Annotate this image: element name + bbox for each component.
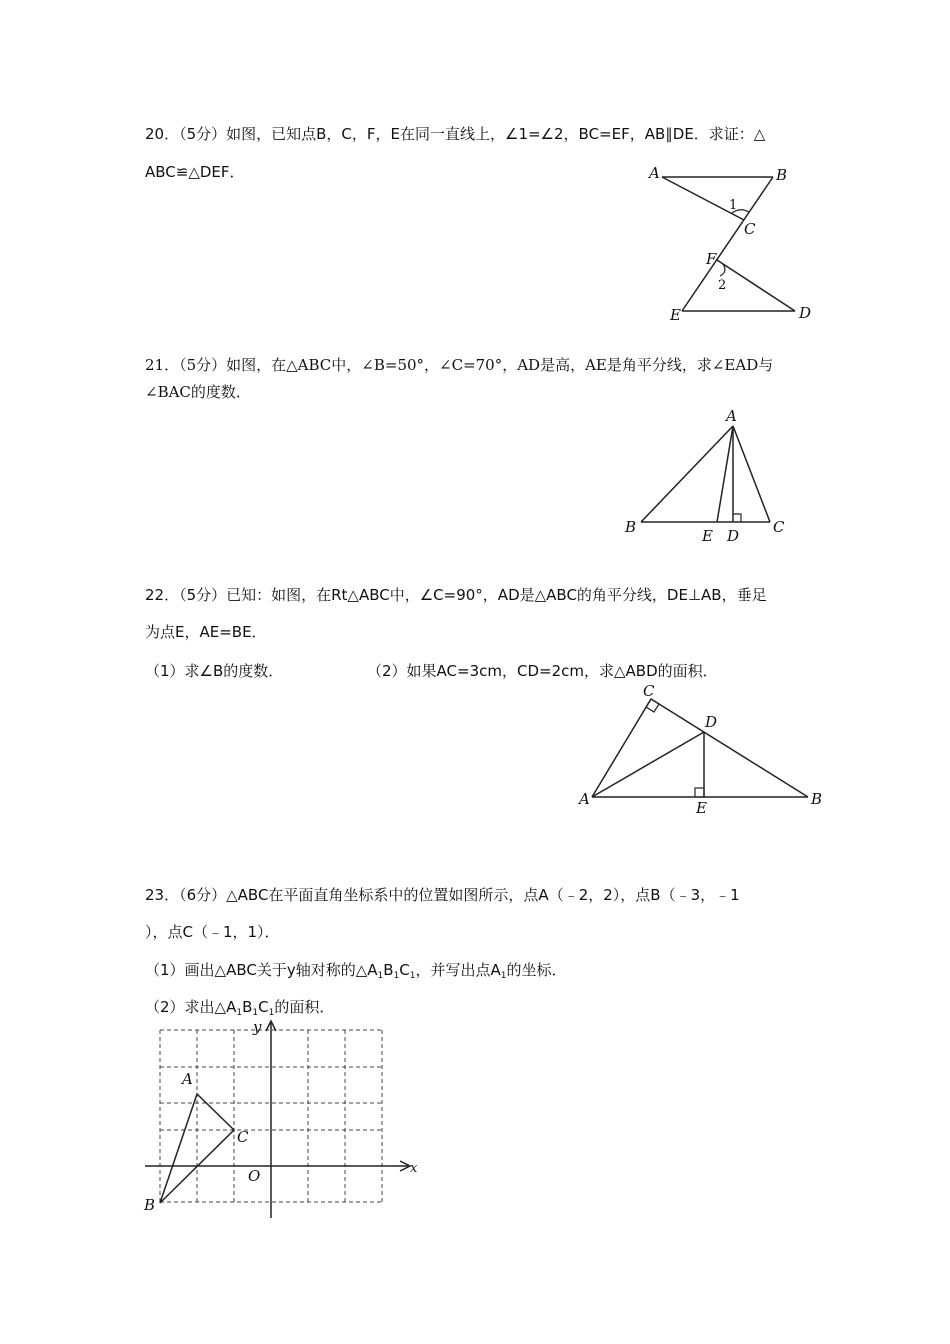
q23-label-a: A [182,1070,193,1088]
q23-c1: C [399,961,410,979]
q20-label-d: D [799,304,812,322]
q22-line1: 22．（5分）已知：如图，在Rt△ABC中，∠C=90°，AD是△ABC的角平分线，DE⊥AB，垂足 [145,586,767,604]
q23-b1: B [383,961,394,979]
q20-label-f: F [706,250,717,268]
q23-part2-a: （2）求出△A [145,998,237,1016]
q21-label-e: E [702,527,713,545]
q21-segment-ac [733,426,770,522]
q22-part1: （1）求∠B的度数． [145,662,284,680]
q22-label-e: E [696,799,707,817]
q20-label-1: 1 [729,198,738,213]
q20-label-2: 2 [718,278,727,293]
q23-line1: 23．（6分）△ABC在平面直角坐标系中的位置如图所示，点A（﹣2，2），点B（﹣3，﹣1 [145,886,740,904]
q23-c1: C [258,998,269,1016]
q22-segment-cb [651,699,808,797]
q23-part1-b: ，并写出点A [415,961,501,979]
q23-sub: 1 [393,971,400,981]
q21-right-angle-mark [733,514,741,522]
q23-sub: 1 [377,971,384,981]
q20-segment-bcfe [682,177,773,311]
q20-label-c: C [744,220,756,238]
q20-line2: ABC≌△DEF． [145,163,245,181]
q23-label-y: y [253,1018,262,1036]
q20-line1: 20．（5分）如图，已知点B，C，F，E在同一直线上，∠1=∠2，BC=EF，AB∥DE．求证：△ [145,125,766,143]
q23-sub: 1 [268,1008,275,1018]
q22-part2: （2）如果AC=3cm，CD=2cm，求△ABD的面积． [367,662,718,680]
q21-figure [620,405,790,550]
q23-label-c: C [237,1128,249,1146]
q22-segment-ad [592,732,704,797]
q23-label-b: B [144,1196,156,1214]
q23-line2: ），点C（﹣1，1）． [145,923,280,941]
q22-label-d: D [705,713,718,731]
q23-sub: 1 [409,971,416,981]
q23-label-x: x [410,1161,418,1176]
q23-sub: 1 [236,1008,243,1018]
q21-line1: 21．（5分）如图，在△ABC中，∠B=50°，∠C=70°，AD是高，AE是角平分线，求∠EAD与 [145,356,774,374]
q21-label-a: A [726,407,737,425]
q23-b1: B [242,998,253,1016]
q20-label-b: B [776,166,788,184]
q22-label-b: B [811,790,823,808]
q23-label-o: O [248,1167,261,1185]
q23-part1-a: （1）画出△ABC关于y轴对称的△A [145,961,378,979]
q21-line2: ∠BAC的度数． [145,383,251,401]
q22-figure [575,680,825,815]
q20-label-e: E [670,306,681,324]
q20-label-a: A [649,164,660,182]
q22-label-a: A [579,790,590,808]
q21-label-c: C [773,518,785,536]
q23-sub: 1 [500,971,507,981]
q23-sub: 1 [252,1008,259,1018]
q23-part1-c: 的坐标． [506,961,567,979]
q20-segment-fd [717,260,795,311]
q22-line2: 为点E，AE=BE． [145,623,267,641]
q20-figure [640,160,830,330]
q21-label-b: B [625,518,637,536]
q23-coordinate-figure [140,1020,430,1225]
q23-part2-b: 的面积． [274,998,335,1016]
q22-label-c: C [643,682,655,700]
q21-label-d: D [727,527,740,545]
q23-part1 [145,960,567,986]
q22-segment-ac [592,699,651,797]
q22-right-angle-e [695,788,704,797]
q20-angle2-arc [720,264,725,276]
